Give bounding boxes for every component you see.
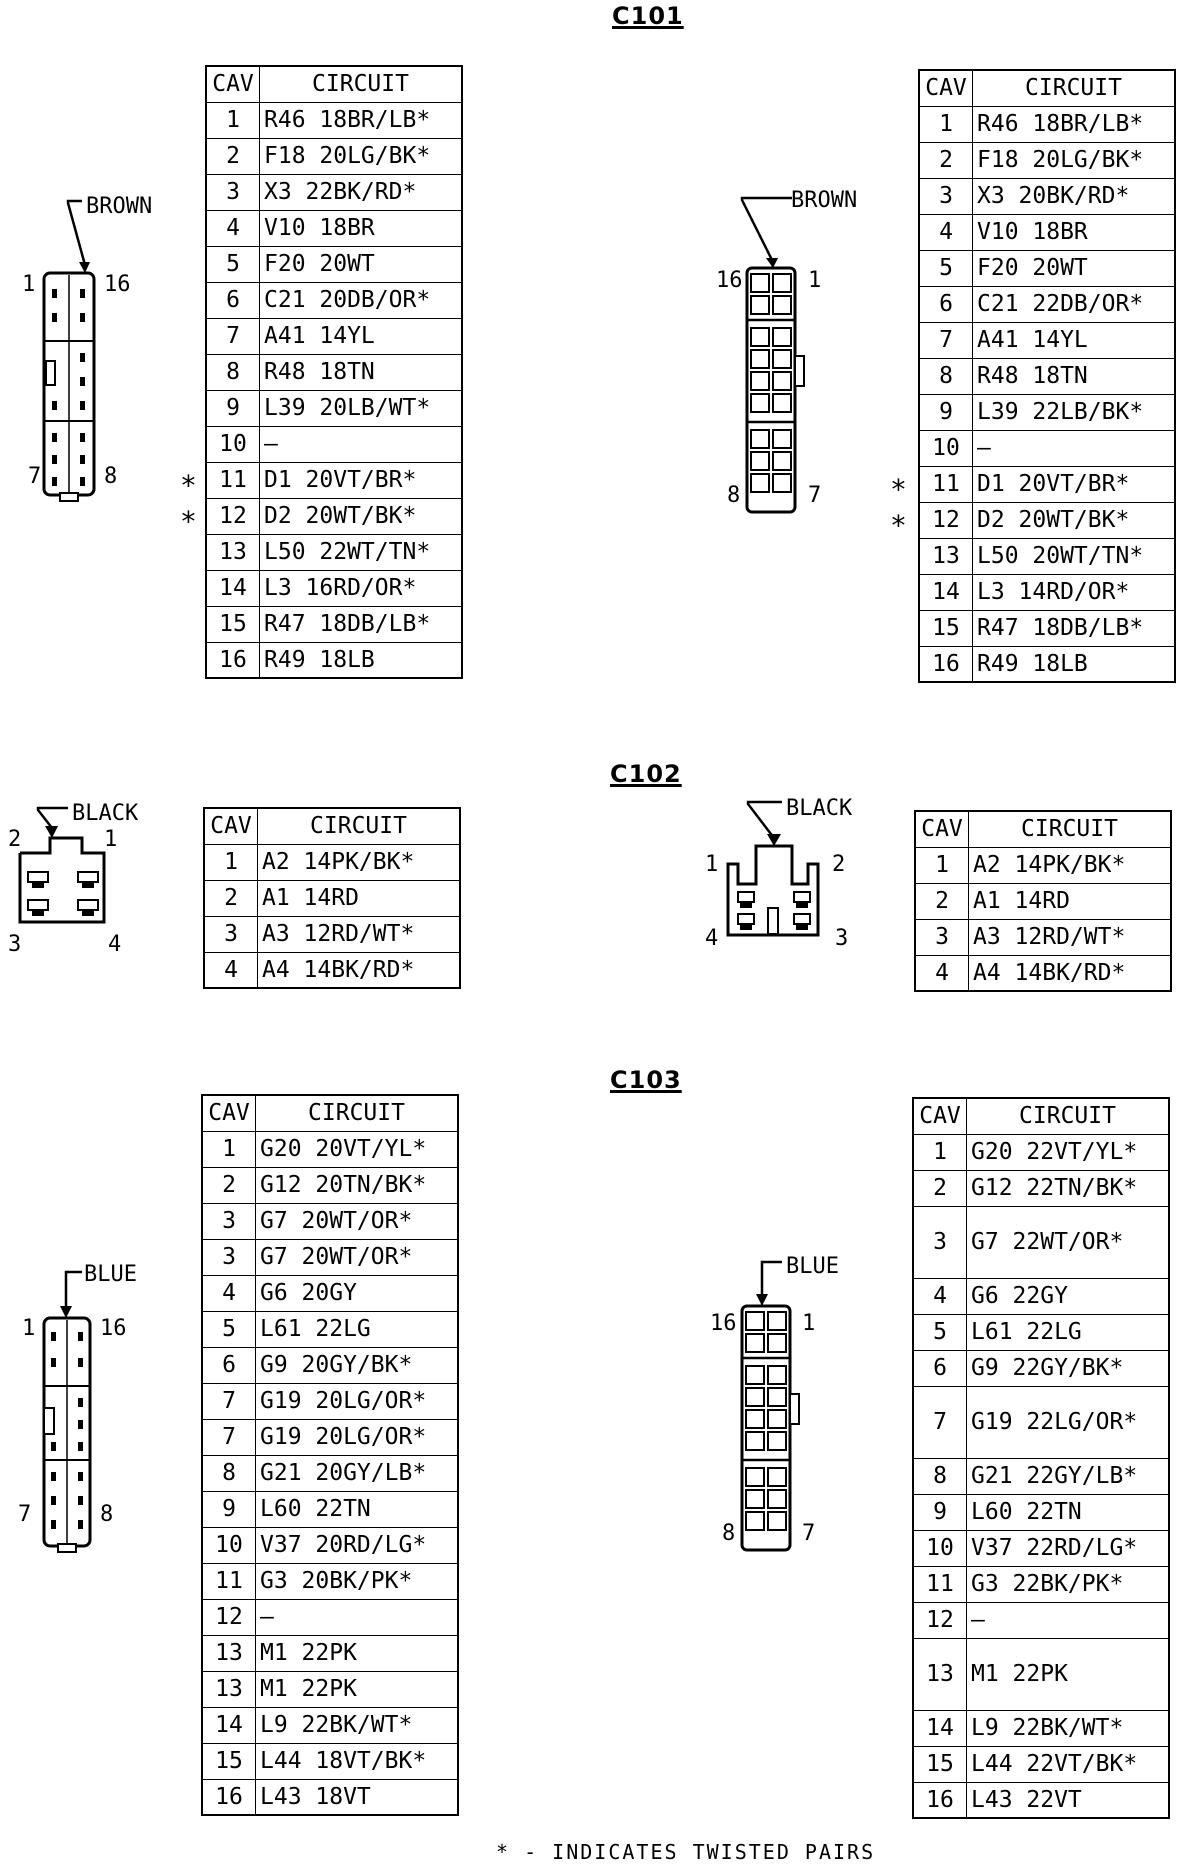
cav-cell: 15 (206, 606, 260, 642)
cav-cell: 14 (919, 574, 973, 610)
cav-cell: 14 (913, 1710, 967, 1746)
cav-cell: 10 (202, 1527, 256, 1563)
c103-right-connector-icon (738, 1254, 808, 1564)
table-header-row (919, 70, 1175, 106)
circuit-cell: A3 12RD/WT* (258, 916, 461, 952)
table-row (206, 318, 462, 354)
cav-cell: 6 (919, 286, 973, 322)
c101-right-connector-icon (740, 196, 810, 521)
table-row (206, 390, 462, 426)
circuit-cell: D1 20VT/BR* (260, 462, 463, 498)
table-row (919, 394, 1175, 430)
table-row (919, 286, 1175, 322)
cav-cell: 15 (919, 610, 973, 646)
cav-cell: 9 (206, 390, 260, 426)
c103-right-table (912, 1097, 1170, 1819)
table-row (202, 1311, 458, 1347)
table-row (915, 847, 1171, 883)
cav-cell: 2 (206, 138, 260, 174)
circuit-cell: L60 22TN (967, 1494, 1170, 1530)
table-row (202, 1779, 458, 1815)
circuit-cell: M1 22PK (967, 1638, 1170, 1710)
table-row (919, 178, 1175, 214)
circuit-cell: G7 22WT/OR* (967, 1206, 1170, 1278)
star-marker: * (890, 509, 907, 542)
table-row (206, 570, 462, 606)
star-marker: * (180, 505, 197, 538)
circuit-cell: — (260, 426, 463, 462)
table-row (913, 1386, 1169, 1458)
cav-cell: 7 (919, 322, 973, 358)
cav-cell: 3 (206, 174, 260, 210)
table-row (202, 1599, 458, 1635)
table-row (913, 1638, 1169, 1710)
table-row (913, 1458, 1169, 1494)
circuit-cell: G20 22VT/YL* (967, 1134, 1170, 1170)
circuit-cell: A4 14BK/RD* (969, 955, 1172, 991)
cav-cell: 15 (202, 1743, 256, 1779)
table-row (202, 1131, 458, 1167)
table-row (202, 1635, 458, 1671)
table-row (919, 538, 1175, 574)
circuit-cell: A41 14YL (260, 318, 463, 354)
table-row (915, 883, 1171, 919)
cav-cell: 8 (913, 1458, 967, 1494)
circuit-cell: L39 20LB/WT* (260, 390, 463, 426)
circuit-cell: G12 22TN/BK* (967, 1170, 1170, 1206)
cav-cell: 4 (204, 952, 258, 988)
cav-cell: 7 (202, 1419, 256, 1455)
table-row (913, 1530, 1169, 1566)
c103-left-connector-icon (32, 1262, 102, 1562)
circuit-cell: M1 22PK (256, 1635, 459, 1671)
table-row (206, 354, 462, 390)
circuit-cell: A2 14PK/BK* (258, 844, 461, 880)
cav-header: CAV (202, 1095, 256, 1131)
circuit-cell: D2 20WT/BK* (260, 498, 463, 534)
cav-cell: 10 (919, 430, 973, 466)
circuit-cell: D2 20WT/BK* (973, 502, 1176, 538)
connector-color-label: BLACK (786, 796, 853, 821)
cav-cell: 16 (206, 642, 260, 678)
circuit-cell: G12 20TN/BK* (256, 1167, 459, 1203)
c101-title: C101 (612, 2, 684, 30)
pin-label-1: 1 (808, 268, 822, 293)
table-row (204, 916, 460, 952)
circuit-cell: V10 18BR (973, 214, 1176, 250)
cav-cell: 6 (913, 1350, 967, 1386)
circuit-cell: G19 20LG/OR* (256, 1383, 459, 1419)
table-row (919, 106, 1175, 142)
circuit-cell: A41 14YL (973, 322, 1176, 358)
circuit-cell: R48 18TN (260, 354, 463, 390)
cav-cell: 14 (206, 570, 260, 606)
table-row (202, 1203, 458, 1239)
cav-cell: 4 (202, 1275, 256, 1311)
cav-cell: 7 (206, 318, 260, 354)
table-row (919, 142, 1175, 178)
cav-header: CAV (915, 811, 969, 847)
c103-left-table (201, 1094, 459, 1816)
table-row (202, 1239, 458, 1275)
pin-label-16: 16 (710, 1311, 737, 1336)
table-row (206, 534, 462, 570)
circuit-header: CIRCUIT (256, 1095, 459, 1131)
table-row (206, 102, 462, 138)
c101-left-table (205, 65, 463, 679)
table-row (206, 246, 462, 282)
table-header-row (202, 1095, 458, 1131)
cav-header: CAV (913, 1098, 967, 1134)
pin-label-16: 16 (104, 272, 131, 297)
table-row (913, 1206, 1169, 1278)
circuit-cell: R46 18BR/LB* (260, 102, 463, 138)
table-row (915, 955, 1171, 991)
table-header-row (204, 808, 460, 844)
cav-cell: 3 (919, 178, 973, 214)
connector-color-label: BROWN (86, 194, 153, 219)
circuit-cell: G7 20WT/OR* (256, 1239, 459, 1275)
circuit-cell: L9 22BK/WT* (967, 1710, 1170, 1746)
circuit-cell: L60 22TN (256, 1491, 459, 1527)
circuit-cell: R46 18BR/LB* (973, 106, 1176, 142)
circuit-cell: D1 20VT/BR* (973, 466, 1176, 502)
cav-cell: 5 (202, 1311, 256, 1347)
circuit-cell: V37 22RD/LG* (967, 1530, 1170, 1566)
circuit-cell: L44 18VT/BK* (256, 1743, 459, 1779)
star-marker: * (890, 473, 907, 506)
cav-cell: 13 (919, 538, 973, 574)
connector-color-label: BLUE (786, 1254, 839, 1279)
table-row (913, 1278, 1169, 1314)
pin-label-8: 8 (727, 483, 741, 508)
table-row (206, 462, 462, 498)
circuit-header: CIRCUIT (969, 811, 1172, 847)
cav-cell: 4 (913, 1278, 967, 1314)
cav-cell: 16 (202, 1779, 256, 1815)
table-row (202, 1383, 458, 1419)
c102-left-connector-icon (18, 806, 108, 931)
table-row (919, 466, 1175, 502)
circuit-cell: R47 18DB/LB* (260, 606, 463, 642)
circuit-cell: V37 20RD/LG* (256, 1527, 459, 1563)
cav-cell: 9 (919, 394, 973, 430)
circuit-cell: F20 20WT (260, 246, 463, 282)
circuit-cell: A1 14RD (258, 880, 461, 916)
table-row (913, 1566, 1169, 1602)
circuit-cell: G20 20VT/YL* (256, 1131, 459, 1167)
c103-title: C103 (610, 1066, 682, 1094)
circuit-cell: G9 22GY/BK* (967, 1350, 1170, 1386)
cav-cell: 12 (919, 502, 973, 538)
cav-cell: 1 (915, 847, 969, 883)
cav-cell: 15 (913, 1746, 967, 1782)
circuit-cell: G9 20GY/BK* (256, 1347, 459, 1383)
connector-color-label: BLUE (84, 1262, 137, 1287)
pin-label-7: 7 (802, 1521, 816, 1546)
circuit-cell: A3 12RD/WT* (969, 919, 1172, 955)
table-row (913, 1782, 1169, 1818)
cav-cell: 10 (206, 426, 260, 462)
circuit-cell: G3 22BK/PK* (967, 1566, 1170, 1602)
circuit-cell: G3 20BK/PK* (256, 1563, 459, 1599)
circuit-cell: L50 22WT/TN* (260, 534, 463, 570)
circuit-cell: F20 20WT (973, 250, 1176, 286)
c102-right-connector-icon (724, 800, 824, 940)
pin-label-1: 1 (705, 852, 719, 877)
circuit-cell: G19 20LG/OR* (256, 1419, 459, 1455)
cav-cell: 12 (913, 1602, 967, 1638)
circuit-cell: A1 14RD (969, 883, 1172, 919)
circuit-cell: G7 20WT/OR* (256, 1203, 459, 1239)
pin-label-2: 2 (8, 827, 22, 852)
circuit-header: CIRCUIT (258, 808, 461, 844)
cav-cell: 8 (206, 354, 260, 390)
circuit-cell: G6 22GY (967, 1278, 1170, 1314)
circuit-cell: L44 22VT/BK* (967, 1746, 1170, 1782)
circuit-cell: L39 22LB/BK* (973, 394, 1176, 430)
circuit-cell: L3 14RD/OR* (973, 574, 1176, 610)
pin-label-16: 16 (100, 1316, 127, 1341)
cav-cell: 6 (206, 282, 260, 318)
pin-label-4: 4 (108, 932, 122, 957)
circuit-cell: X3 20BK/RD* (973, 178, 1176, 214)
cav-cell: 2 (204, 880, 258, 916)
footnote: * - INDICATES TWISTED PAIRS (496, 1840, 876, 1864)
table-row (919, 646, 1175, 682)
table-row (919, 502, 1175, 538)
circuit-cell: L50 20WT/TN* (973, 538, 1176, 574)
connector-color-label: BROWN (791, 188, 858, 213)
table-row (919, 358, 1175, 394)
table-row (206, 498, 462, 534)
table-header-row (915, 811, 1171, 847)
table-row (913, 1350, 1169, 1386)
cav-cell: 7 (913, 1386, 967, 1458)
table-row (202, 1743, 458, 1779)
table-row (913, 1314, 1169, 1350)
table-row (913, 1134, 1169, 1170)
circuit-cell: R48 18TN (973, 358, 1176, 394)
circuit-cell: M1 22PK (256, 1671, 459, 1707)
cav-cell: 1 (202, 1131, 256, 1167)
cav-cell: 11 (202, 1563, 256, 1599)
pin-label-7: 7 (28, 464, 42, 489)
cav-cell: 13 (202, 1671, 256, 1707)
table-row (206, 138, 462, 174)
table-row (206, 606, 462, 642)
cav-cell: 3 (915, 919, 969, 955)
pin-label-1: 1 (104, 827, 118, 852)
cav-cell: 9 (913, 1494, 967, 1530)
circuit-cell: A4 14BK/RD* (258, 952, 461, 988)
cav-cell: 4 (206, 210, 260, 246)
table-row (206, 642, 462, 678)
circuit-header: CIRCUIT (260, 66, 463, 102)
table-row (919, 430, 1175, 466)
cav-cell: 2 (913, 1170, 967, 1206)
pin-label-1: 1 (22, 1316, 36, 1341)
pin-label-1: 1 (802, 1311, 816, 1336)
cav-cell: 5 (206, 246, 260, 282)
table-row (913, 1170, 1169, 1206)
circuit-cell: V10 18BR (260, 210, 463, 246)
cav-cell: 2 (919, 142, 973, 178)
table-row (913, 1494, 1169, 1530)
cav-cell: 13 (202, 1635, 256, 1671)
cav-cell: 11 (919, 466, 973, 502)
cav-cell: 2 (915, 883, 969, 919)
circuit-header: CIRCUIT (973, 70, 1176, 106)
table-row (919, 610, 1175, 646)
pin-label-16: 16 (716, 268, 743, 293)
circuit-cell: F18 20LG/BK* (973, 142, 1176, 178)
cav-cell: 9 (202, 1491, 256, 1527)
circuit-cell: G21 22GY/LB* (967, 1458, 1170, 1494)
pin-label-1: 1 (22, 272, 36, 297)
table-row (915, 919, 1171, 955)
circuit-cell: G21 20GY/LB* (256, 1455, 459, 1491)
cav-cell: 8 (202, 1455, 256, 1491)
circuit-cell: L9 22BK/WT* (256, 1707, 459, 1743)
table-row (206, 210, 462, 246)
cav-cell: 11 (913, 1566, 967, 1602)
circuit-cell: L61 22LG (256, 1311, 459, 1347)
table-row (204, 880, 460, 916)
table-row (204, 952, 460, 988)
circuit-cell: G19 22LG/OR* (967, 1386, 1170, 1458)
pin-label-8: 8 (100, 1502, 114, 1527)
cav-cell: 3 (913, 1206, 967, 1278)
cav-cell: 3 (204, 916, 258, 952)
c102-right-table (914, 810, 1172, 992)
circuit-cell: L43 22VT (967, 1782, 1170, 1818)
cav-cell: 10 (913, 1530, 967, 1566)
cav-cell: 2 (202, 1167, 256, 1203)
circuit-cell: C21 22DB/OR* (973, 286, 1176, 322)
table-row (202, 1563, 458, 1599)
table-row (204, 844, 460, 880)
circuit-header: CIRCUIT (967, 1098, 1170, 1134)
c101-right-table (918, 69, 1176, 683)
c102-left-table (203, 807, 461, 989)
cav-cell: 13 (206, 534, 260, 570)
table-header-row (206, 66, 462, 102)
table-row (202, 1527, 458, 1563)
c102-title: C102 (610, 760, 682, 788)
pin-label-8: 8 (722, 1521, 736, 1546)
circuit-cell: R47 18DB/LB* (973, 610, 1176, 646)
table-row (202, 1455, 458, 1491)
cav-cell: 11 (206, 462, 260, 498)
cav-cell: 5 (913, 1314, 967, 1350)
circuit-cell: R49 18LB (260, 642, 463, 678)
cav-cell: 1 (206, 102, 260, 138)
circuit-cell: — (967, 1602, 1170, 1638)
cav-cell: 5 (919, 250, 973, 286)
circuit-cell: R49 18LB (973, 646, 1176, 682)
table-row (202, 1419, 458, 1455)
table-row (913, 1710, 1169, 1746)
table-row (206, 426, 462, 462)
circuit-cell: — (973, 430, 1176, 466)
circuit-cell: F18 20LG/BK* (260, 138, 463, 174)
cav-header: CAV (206, 66, 260, 102)
pin-label-7: 7 (808, 483, 822, 508)
pin-label-8: 8 (104, 464, 118, 489)
table-row (919, 574, 1175, 610)
circuit-cell: L43 18VT (256, 1779, 459, 1815)
cav-cell: 12 (206, 498, 260, 534)
table-row (202, 1275, 458, 1311)
star-marker: * (180, 469, 197, 502)
table-row (202, 1671, 458, 1707)
cav-cell: 12 (202, 1599, 256, 1635)
cav-cell: 3 (202, 1203, 256, 1239)
table-row (919, 322, 1175, 358)
cav-cell: 14 (202, 1707, 256, 1743)
table-row (913, 1746, 1169, 1782)
cav-cell: 6 (202, 1347, 256, 1383)
table-row (919, 214, 1175, 250)
cav-cell: 1 (913, 1134, 967, 1170)
cav-cell: 1 (919, 106, 973, 142)
circuit-cell: A2 14PK/BK* (969, 847, 1172, 883)
table-row (202, 1167, 458, 1203)
table-row (913, 1602, 1169, 1638)
cav-cell: 4 (919, 214, 973, 250)
cav-cell: 7 (202, 1383, 256, 1419)
pin-label-2: 2 (832, 852, 846, 877)
cav-cell: 1 (204, 844, 258, 880)
table-row (206, 174, 462, 210)
cav-cell: 13 (913, 1638, 967, 1710)
c101-left-connector-icon (30, 195, 110, 505)
cav-cell: 16 (913, 1782, 967, 1818)
table-row (202, 1347, 458, 1383)
circuit-cell: L61 22LG (967, 1314, 1170, 1350)
circuit-cell: — (256, 1599, 459, 1635)
pin-label-4: 4 (705, 926, 719, 951)
table-row (202, 1491, 458, 1527)
cav-cell: 16 (919, 646, 973, 682)
circuit-cell: L3 16RD/OR* (260, 570, 463, 606)
table-row (202, 1707, 458, 1743)
cav-header: CAV (204, 808, 258, 844)
circuit-cell: C21 20DB/OR* (260, 282, 463, 318)
cav-cell: 8 (919, 358, 973, 394)
cav-header: CAV (919, 70, 973, 106)
connector-color-label: BLACK (72, 801, 139, 826)
table-row (206, 282, 462, 318)
cav-cell: 4 (915, 955, 969, 991)
circuit-cell: X3 22BK/RD* (260, 174, 463, 210)
pin-label-3: 3 (8, 932, 22, 957)
pin-label-7: 7 (18, 1502, 32, 1527)
cav-cell: 3 (202, 1239, 256, 1275)
pin-label-3: 3 (835, 926, 849, 951)
table-header-row (913, 1098, 1169, 1134)
circuit-cell: G6 20GY (256, 1275, 459, 1311)
table-row (919, 250, 1175, 286)
